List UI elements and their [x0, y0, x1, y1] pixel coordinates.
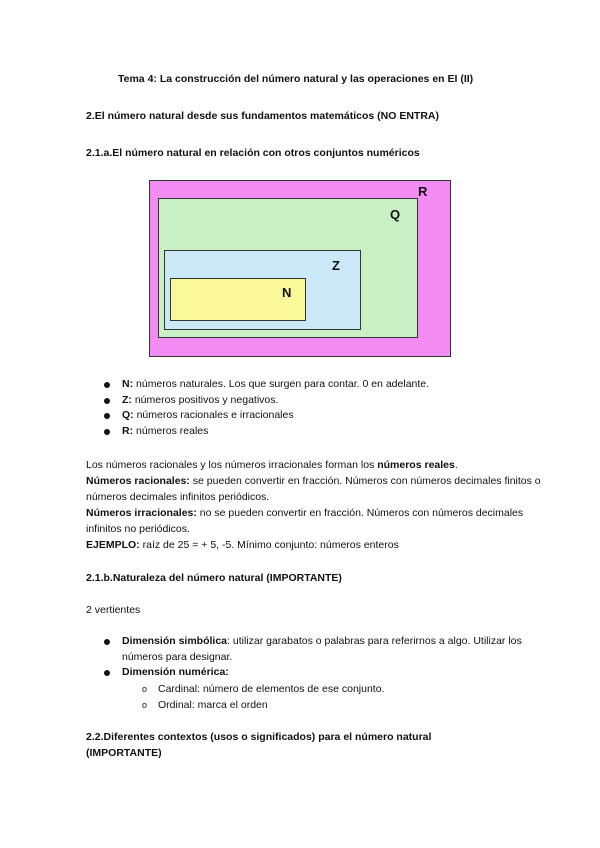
set-z-label: Z: [332, 258, 340, 273]
bullet-icon: [104, 429, 110, 435]
bullet-icon: [104, 398, 110, 404]
section-heading-2-1-a: 2.1.a.El número natural en relación con otros conjuntos numéricos: [86, 147, 420, 159]
bullet-text: números positivos y negativos.: [131, 393, 279, 406]
dimensions-bullet-list: [104, 634, 544, 681]
bullet-term: Dimensión simbólica: [122, 635, 228, 647]
bullet-term: N:: [122, 378, 134, 390]
list-item: [104, 393, 429, 409]
circle-bullet-icon: o: [142, 699, 148, 710]
set-n-label: N: [282, 285, 292, 300]
numeric-dimension-sublist: [142, 682, 384, 713]
list-item: [104, 424, 429, 440]
bullet-icon: [104, 639, 110, 645]
section-heading-2-2: 2.2.Diferentes contextos (usos o significados) para el número natural (IMPORTANTE): [86, 731, 432, 759]
bullet-text: números naturales. Los que surgen para contar. 0 en adelante.: [133, 378, 430, 390]
bullet-term: Q:: [122, 409, 134, 421]
bullet-term: Z:: [122, 393, 132, 406]
sets-bullet-list: [104, 377, 429, 439]
bullet-icon: [104, 413, 110, 419]
list-item: [142, 698, 384, 714]
bullet-text: : utilizar garabatos o palabras para referirnos a algo. Utilizar los números para designar.: [122, 635, 522, 663]
page-title: Tema 4: La construcción del número natural y las operaciones en EI (II): [118, 73, 474, 85]
bullet-icon: [104, 670, 110, 676]
bullet-icon: [104, 382, 110, 388]
list-item: [142, 682, 384, 698]
set-r-label: R: [418, 184, 428, 199]
bullet-term: Dimensión numérica:: [122, 666, 229, 678]
paragraph-racionales: Números racionales: se pueden convertir en fracción. Números con números decimales finitos o números decimales infinitos periódicos.: [86, 475, 541, 503]
paragraph-ejemplo: EJEMPLO: raíz de 25 = + 5, -5. Mínimo conjunto: números enteros: [86, 539, 399, 551]
bullet-text: números reales: [133, 424, 209, 437]
sub-item-text: Ordinal: marca el orden: [158, 698, 268, 711]
list-item: [104, 408, 429, 424]
list-item: [104, 377, 429, 393]
list-item: [104, 665, 544, 681]
vertientes-text: 2 vertientes: [86, 604, 141, 616]
circle-bullet-icon: o: [142, 684, 148, 694]
section-heading-2: 2.El número natural desde sus fundamentos matemáticos (NO ENTRA): [86, 110, 439, 122]
paragraph-irracionales: Números irracionales: no se pueden convertir en fracción. Números con números decimales infinitos no periódicos.: [86, 507, 524, 535]
bullet-text: números racionales e irracionales: [133, 409, 294, 421]
list-item: [104, 634, 544, 665]
section-heading-2-1-b: 2.1.b.Naturaleza del número natural (IMPORTANTE): [86, 572, 342, 584]
bullet-term: R:: [122, 424, 134, 437]
paragraph-reales: Los números racionales y los números irracionales forman los números reales.: [86, 459, 458, 471]
sub-item-text: Cardinal: número de elementos de ese conjunto.: [158, 683, 385, 695]
set-q-label: Q: [390, 207, 401, 222]
